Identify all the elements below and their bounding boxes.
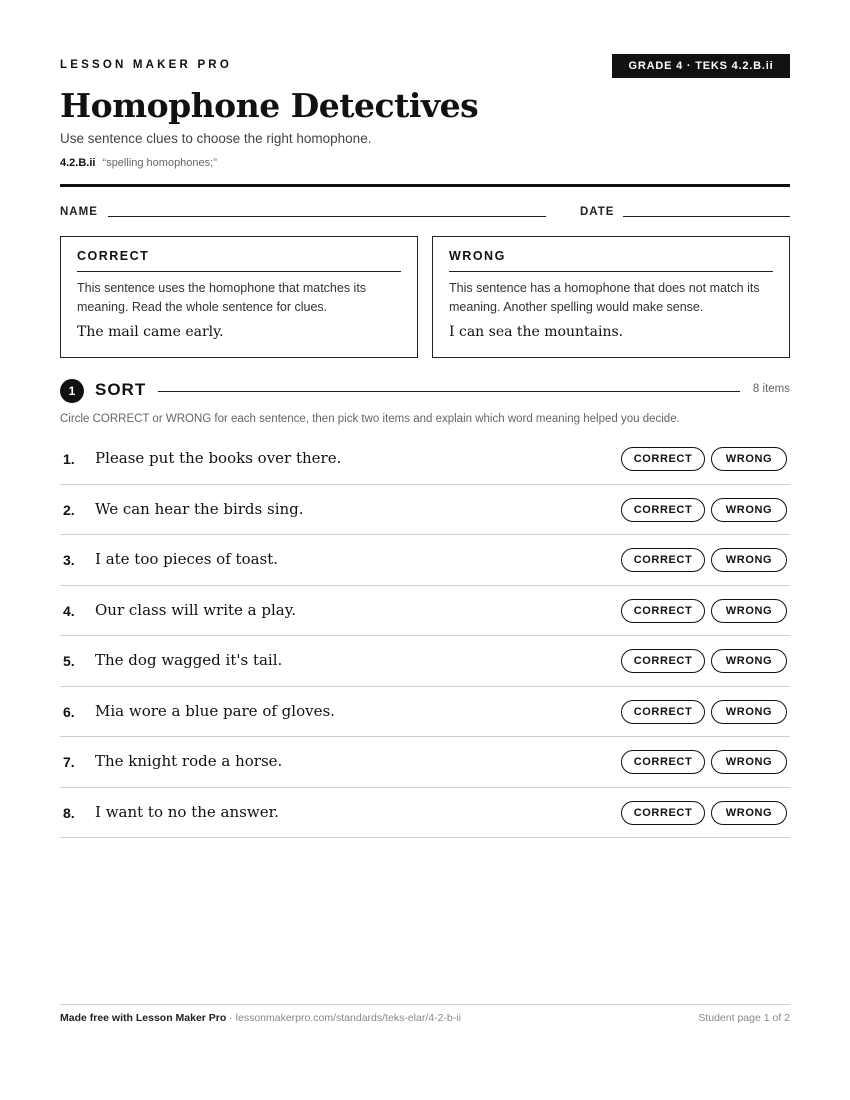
grade-badge: GRADE 4 · TEKS 4.2.B.ii bbox=[612, 54, 790, 78]
answer-options bbox=[621, 548, 787, 572]
wrong-option[interactable]: WRONG bbox=[711, 649, 787, 673]
wrong-option[interactable]: WRONG bbox=[711, 548, 787, 572]
list-item bbox=[60, 687, 790, 738]
answer-options bbox=[621, 599, 787, 623]
footer-separator: · bbox=[226, 1012, 236, 1024]
answer-options bbox=[621, 750, 787, 774]
standard-line bbox=[60, 157, 217, 169]
worksheet-title: Homophone Detectives bbox=[60, 86, 479, 125]
item-sentence: The dog wagged it's tail. bbox=[95, 651, 283, 669]
answer-options bbox=[621, 700, 787, 724]
correct-option[interactable]: CORRECT bbox=[621, 750, 705, 774]
correct-option[interactable]: CORRECT bbox=[621, 498, 705, 522]
item-number: 4. bbox=[63, 602, 75, 619]
item-number: 1. bbox=[63, 451, 75, 467]
card-title: CORRECT bbox=[77, 249, 401, 272]
list-item bbox=[60, 485, 790, 536]
item-sentence: We can hear the birds sing. bbox=[95, 499, 304, 518]
wrong-option[interactable]: WRONG bbox=[711, 750, 787, 774]
item-number: 3. bbox=[63, 552, 75, 568]
date-label: DATE bbox=[580, 206, 615, 218]
correct-option[interactable]: CORRECT bbox=[621, 649, 705, 673]
correct-option[interactable]: CORRECT bbox=[621, 548, 705, 572]
item-number: 6. bbox=[63, 703, 75, 720]
answer-options bbox=[621, 447, 787, 471]
correct-option[interactable]: CORRECT bbox=[621, 700, 705, 724]
item-number: 2. bbox=[63, 501, 75, 518]
item-sentence: Mia wore a blue pare of gloves. bbox=[95, 701, 335, 720]
footer-credit bbox=[60, 1012, 461, 1024]
item-sentence: The knight rode a horse. bbox=[95, 752, 283, 770]
card-description: This sentence has a homophone that does not match its meaning. Another spelling would make sense. bbox=[449, 281, 760, 314]
list-item bbox=[60, 535, 790, 586]
item-number: 8. bbox=[63, 804, 75, 821]
wrong-definition-card bbox=[432, 236, 790, 358]
brand-name: LESSON MAKER PRO bbox=[60, 59, 232, 71]
section-instructions: Circle CORRECT or WRONG for each sentence, then pick two items and explain which word meaning helped you decide. bbox=[60, 413, 680, 425]
wrong-option[interactable]: WRONG bbox=[711, 447, 787, 471]
section-item-count: 8 items bbox=[752, 383, 790, 395]
wrong-option[interactable]: WRONG bbox=[711, 498, 787, 522]
wrong-option[interactable]: WRONG bbox=[711, 599, 787, 623]
footer-url[interactable]: lessonmakerpro.com/standards/teks-elar/4-2-b-ii bbox=[235, 1012, 461, 1024]
item-sentence: I ate too pieces of toast. bbox=[95, 550, 279, 568]
answer-options bbox=[621, 498, 787, 522]
correct-option[interactable]: CORRECT bbox=[621, 599, 705, 623]
item-sentence: Our class will write a play. bbox=[95, 600, 296, 619]
wrong-option[interactable]: WRONG bbox=[711, 801, 787, 825]
wrong-option[interactable]: WRONG bbox=[711, 700, 787, 724]
card-example: The mail came early. bbox=[77, 324, 224, 340]
sort-item-list bbox=[60, 434, 790, 838]
section-number-badge: 1 bbox=[60, 379, 84, 403]
list-item bbox=[60, 788, 790, 839]
card-title: WRONG bbox=[449, 249, 773, 272]
date-field[interactable] bbox=[623, 216, 790, 217]
list-item bbox=[60, 737, 790, 788]
standard-text: “spelling homophones;” bbox=[102, 157, 217, 169]
footer-page-number: Student page 1 of 2 bbox=[698, 1012, 790, 1024]
header-divider bbox=[60, 184, 790, 187]
section-title: SORT bbox=[95, 380, 147, 399]
item-sentence: Please put the books over there. bbox=[95, 449, 342, 467]
list-item bbox=[60, 636, 790, 687]
correct-option[interactable]: CORRECT bbox=[621, 447, 705, 471]
standard-code: 4.2.B.ii bbox=[60, 157, 96, 169]
item-sentence: I want to no the answer. bbox=[95, 802, 279, 821]
answer-options bbox=[621, 801, 787, 825]
section-divider bbox=[158, 391, 740, 392]
name-label: NAME bbox=[60, 206, 98, 218]
card-example: I can sea the mountains. bbox=[449, 324, 624, 340]
item-number: 7. bbox=[63, 754, 75, 770]
list-item bbox=[60, 586, 790, 637]
worksheet-subtitle: Use sentence clues to choose the right homophone. bbox=[60, 131, 372, 146]
footer-made-with: Made free with Lesson Maker Pro bbox=[60, 1012, 227, 1024]
correct-definition-card bbox=[60, 236, 418, 358]
answer-options bbox=[621, 649, 787, 673]
list-item bbox=[60, 434, 790, 485]
item-number: 5. bbox=[63, 653, 75, 669]
name-field[interactable] bbox=[108, 216, 546, 217]
correct-option[interactable]: CORRECT bbox=[621, 801, 705, 825]
card-description: This sentence uses the homophone that matches its meaning. Read the whole sentence for clues. bbox=[77, 281, 367, 314]
footer-divider bbox=[60, 1004, 790, 1005]
